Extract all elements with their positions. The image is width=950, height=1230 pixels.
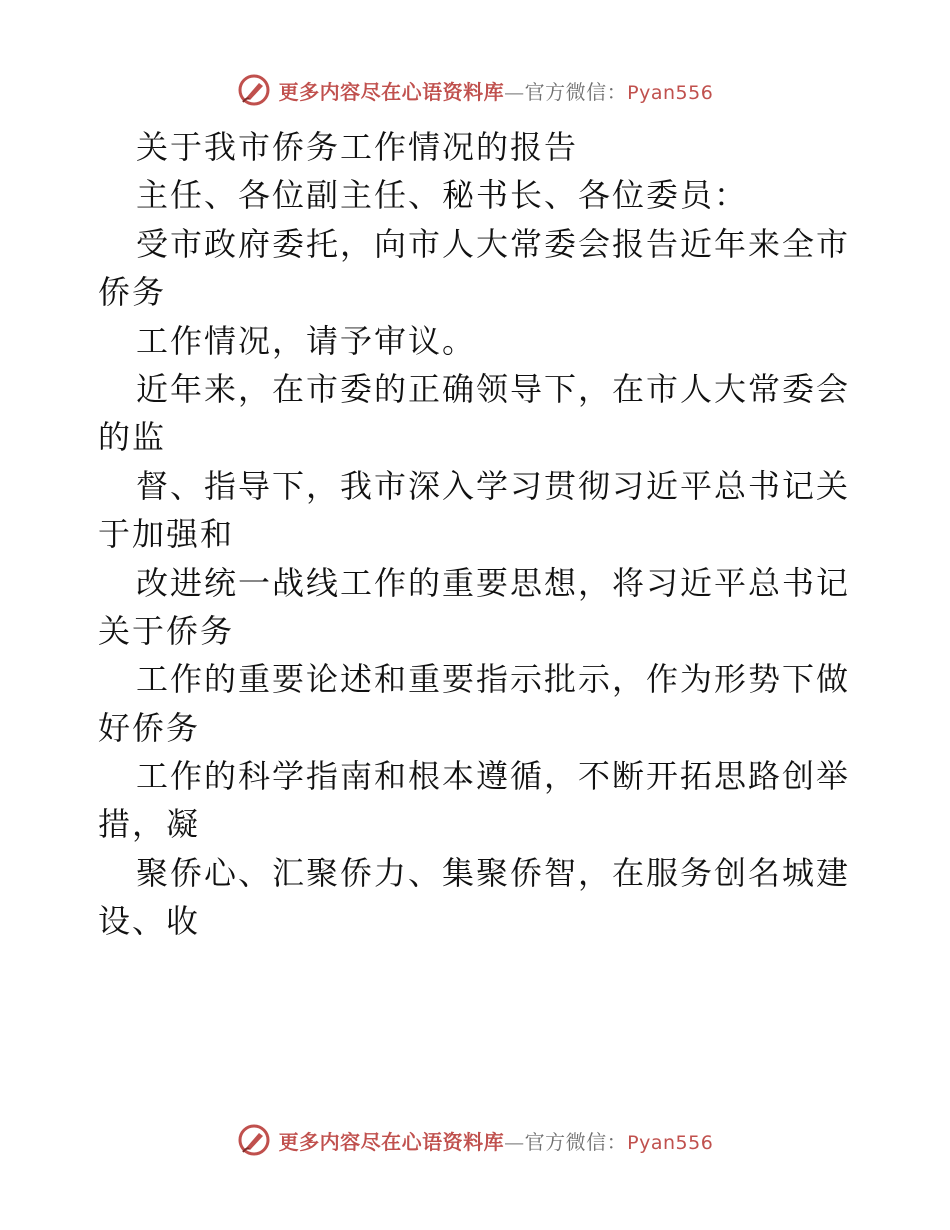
header-banner bbox=[0, 72, 950, 108]
banner-wechat-id: Pyan556 bbox=[627, 1131, 714, 1154]
body-line: 改进统一战线工作的重要思想，将习近平总书记 bbox=[136, 563, 851, 602]
body-line: 好侨务 bbox=[98, 708, 201, 747]
quill-logo-icon bbox=[237, 73, 271, 107]
salutation: 主任、各位副主任、秘书长、各位委员： bbox=[136, 176, 749, 215]
body-line: 工作情况，请予审议。 bbox=[136, 321, 477, 360]
quill-logo-icon bbox=[237, 1123, 271, 1157]
body-line: 工作的重要论述和重要指示批示，作为形势下做 bbox=[136, 660, 851, 699]
body-line: 聚侨心、汇聚侨力、集聚侨智，在服务创名城建 bbox=[136, 853, 851, 892]
body-line: 措，凝 bbox=[98, 805, 201, 844]
document-body bbox=[98, 123, 858, 946]
report-title: 关于我市侨务工作情况的报告 bbox=[136, 128, 579, 166]
body-line: 于加强和 bbox=[98, 515, 235, 554]
body-line: 工作的科学指南和根本遵循，不断开拓思路创举 bbox=[136, 757, 851, 796]
banner-main-text: 更多内容尽在心语资料库 bbox=[278, 1129, 505, 1154]
body-line: 设、收 bbox=[98, 902, 201, 941]
banner-wechat-id: Pyan556 bbox=[627, 81, 714, 104]
banner-dash: — bbox=[504, 1129, 525, 1154]
footer-banner bbox=[0, 1122, 950, 1158]
banner-official-label: 官方微信： bbox=[524, 79, 628, 104]
banner-dash: — bbox=[504, 79, 525, 104]
body-line: 关于侨务 bbox=[98, 611, 235, 650]
body-line: 近年来，在市委的正确领导下，在市人大常委会 bbox=[136, 369, 851, 408]
body-line: 受市政府委托，向市人大常委会报告近年来全市 bbox=[136, 224, 851, 263]
banner-main-text: 更多内容尽在心语资料库 bbox=[278, 79, 505, 104]
body-line: 督、指导下，我市深入学习贯彻习近平总书记关 bbox=[136, 466, 851, 505]
banner-official-label: 官方微信： bbox=[524, 1129, 628, 1154]
body-line: 侨务 bbox=[98, 273, 167, 312]
body-line: 的监 bbox=[98, 418, 167, 457]
